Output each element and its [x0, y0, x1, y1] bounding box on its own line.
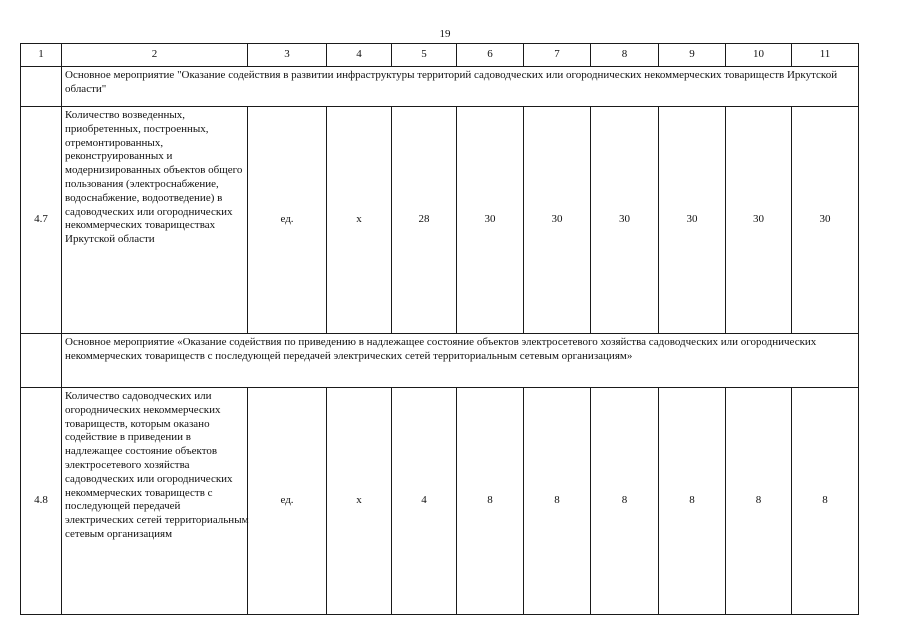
value-cell: 30 [591, 107, 659, 334]
indicator-description-cell [62, 388, 248, 615]
indicator-description: Количество возведенных, приобретенных, построенных, отремонтированных, реконструированных и модернизированных объектов общего пользования (электроснабжение, водоснабжение, водоотведение) в садоводческих или огороднических некоммерческих товариществах Иркутской области [65, 109, 243, 246]
value-cell: 30 [524, 107, 591, 334]
column-header: 9 [659, 44, 726, 67]
table-row [21, 388, 859, 615]
column-header: 11 [792, 44, 859, 67]
indicators-table [20, 43, 859, 615]
section-row [21, 67, 859, 107]
column-header: 1 [21, 44, 62, 67]
column-header: 8 [591, 44, 659, 67]
value-cell: 8 [457, 388, 524, 615]
column-header: 5 [392, 44, 457, 67]
value-cell: 8 [726, 388, 792, 615]
section-title: Основное мероприятие «Оказание содействия по приведению в надлежащее состояние объектов электросетевого хозяйства садоводческих или огороднических некоммерческих товариществ с последующей передачей электрических сетей территориальным сетевым организациям» [62, 334, 859, 388]
unit-cell: ед. [248, 107, 327, 334]
value-cell: 8 [591, 388, 659, 615]
section-title: Основное мероприятие "Оказание содействия в развитии инфраструктуры территорий садоводческих или огороднических некоммерческих товариществ Иркутской области" [62, 67, 859, 107]
page-number: 19 [439, 28, 451, 40]
row-number: 4.8 [21, 388, 62, 615]
column-header: 3 [248, 44, 327, 67]
unit-cell: ед. [248, 388, 327, 615]
value-cell: 4 [392, 388, 457, 615]
column-header: 10 [726, 44, 792, 67]
section-row [21, 334, 859, 388]
value-cell: 30 [792, 107, 859, 334]
value-cell: 30 [457, 107, 524, 334]
column-header: 4 [327, 44, 392, 67]
value-cell: 8 [524, 388, 591, 615]
value-cell: 30 [659, 107, 726, 334]
value-cell: 28 [392, 107, 457, 334]
row-number: 4.7 [21, 107, 62, 334]
value-cell: 8 [659, 388, 726, 615]
section-number-cell [21, 67, 62, 107]
value-cell: 8 [792, 388, 859, 615]
column-number-row [21, 44, 859, 67]
value-cell: 30 [726, 107, 792, 334]
indicator-description-cell [62, 107, 248, 334]
indicator-description: Количество садоводческих или огороднических некоммерческих товариществ, которым оказано содействие в приведении в надлежащее состояние объектов электросетевого хозяйства садоводческих или огороднических некоммерческих товариществ с последующей передачей электрических сетей территориальным сетевым организациям [65, 390, 249, 540]
column-header: 7 [524, 44, 591, 67]
column-header: 6 [457, 44, 524, 67]
value-cell: х [327, 107, 392, 334]
section-number-cell [21, 334, 62, 388]
column-header: 2 [62, 44, 248, 67]
table-row [21, 107, 859, 334]
value-cell: х [327, 388, 392, 615]
